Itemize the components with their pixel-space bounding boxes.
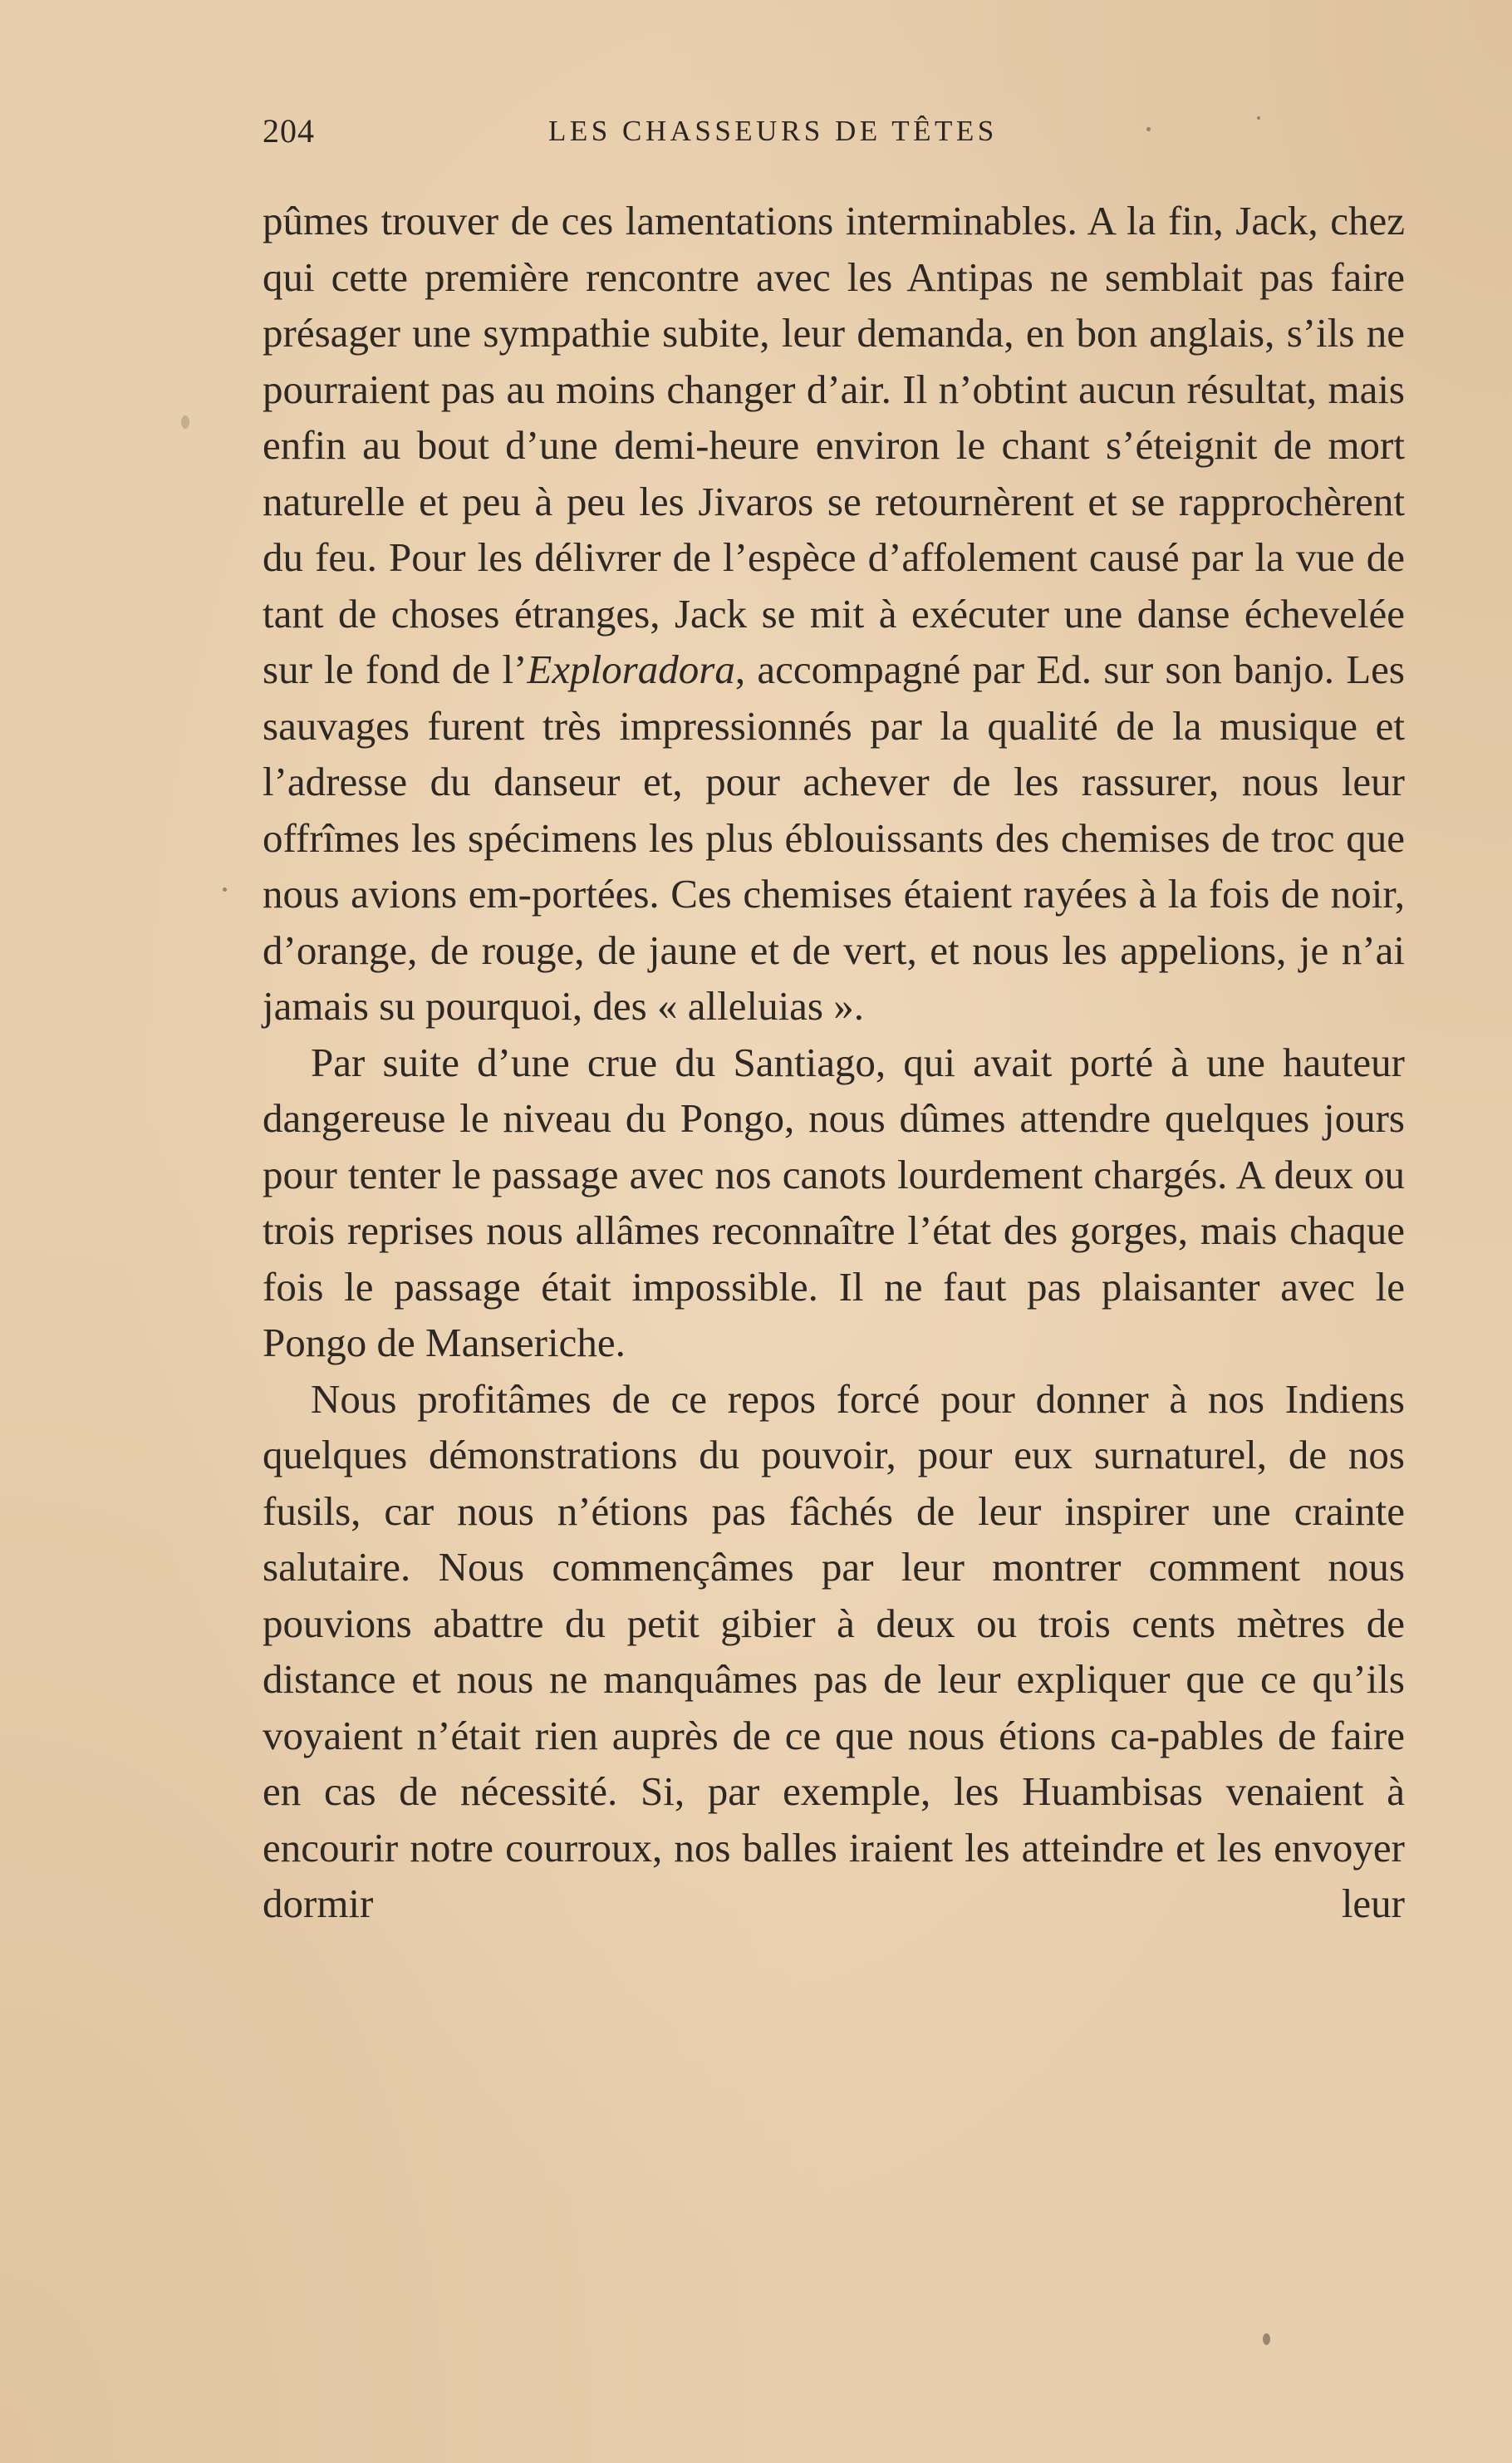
paragraph-1-italic-boat-name: Exploradora — [527, 646, 735, 692]
paragraph-1 — [263, 193, 1405, 1035]
paper-speck — [1257, 116, 1260, 120]
paragraph-2: Par suite d’une crue du Santiago, qui avait porté à une hauteur dangereuse le niveau du Pongo, nous dûmes attendre quelques jours pour tenter le passage avec nos canots lourdement chargés. A deux ou trois reprises nous allâmes reconnaître l’état des gorges, mais chaque fois le passage était impossible. Il ne faut pas plaisanter avec le Pongo de Manseriche. — [263, 1039, 1405, 1365]
body-text — [263, 193, 1405, 1932]
paper-speck — [1146, 127, 1151, 131]
paragraph-1-text-after: , accompagné par Ed. sur son banjo. Les sauvages furent très impressionnés par la qualité de la musique et l’adresse du danseur et, pour achever de les rassurer, nous leur offrîmes les spécimens les plus éblouissants des chemises de troc que nous avions em-portées. Ces chemises étaient rayées à la fois de noir, d’orange, de rouge, de jaune et de vert, et nous les appelions, je n’ai jamais su pourquoi, des « alleluias ». — [263, 646, 1405, 1029]
paragraph-3: Nous profitâmes de ce repos forcé pour donner à nos Indiens quelques démonstrations du pouvoir, pour eux surnaturel, de nos fusils, car nous n’étions pas fâchés de leur inspirer une crainte salutaire. Nous commençâmes par leur montrer comment nous pouvions abattre du petit gibier à deux ou trois cents mètres de distance et nous ne manquâmes pas de leur expliquer que ce qu’ils voyaient n’était rien auprès de ce que nous étions ca-pables de faire en cas de nécessité. Si, par exemple, les Huambisas venaient à encourir notre courroux, nos balles iraient les atteindre et les envoyer dormir leur — [263, 1375, 1405, 1926]
page-header — [263, 106, 1405, 156]
running-title: LES CHASSEURS DE TÊTES — [548, 115, 998, 147]
paper-speck — [1263, 2333, 1270, 2345]
paper-speck — [181, 415, 189, 429]
page-number: 204 — [263, 112, 315, 150]
paper-speck — [223, 887, 227, 892]
paragraph-1-text-before: pûmes trouver de ces lamentations interminables. A la fin, Jack, chez qui cette première rencontre avec les Antipas ne semblait pas faire présager une sympathie subite, leur demanda, en bon anglais, s’ils ne pourraient pas au moins changer d’air. Il n’obtint aucun résultat, mais enfin au bout d’une demi-heure environ le chant s’éteignit de mort naturelle et peu à peu les Jivaros se retournèrent et se rapprochèrent du feu. Pour les délivrer de l’espèce d’affolement causé par la vue de tant de choses étranges, Jack se mit à exécuter une danse échevelée sur le fond de l’ — [263, 198, 1405, 692]
